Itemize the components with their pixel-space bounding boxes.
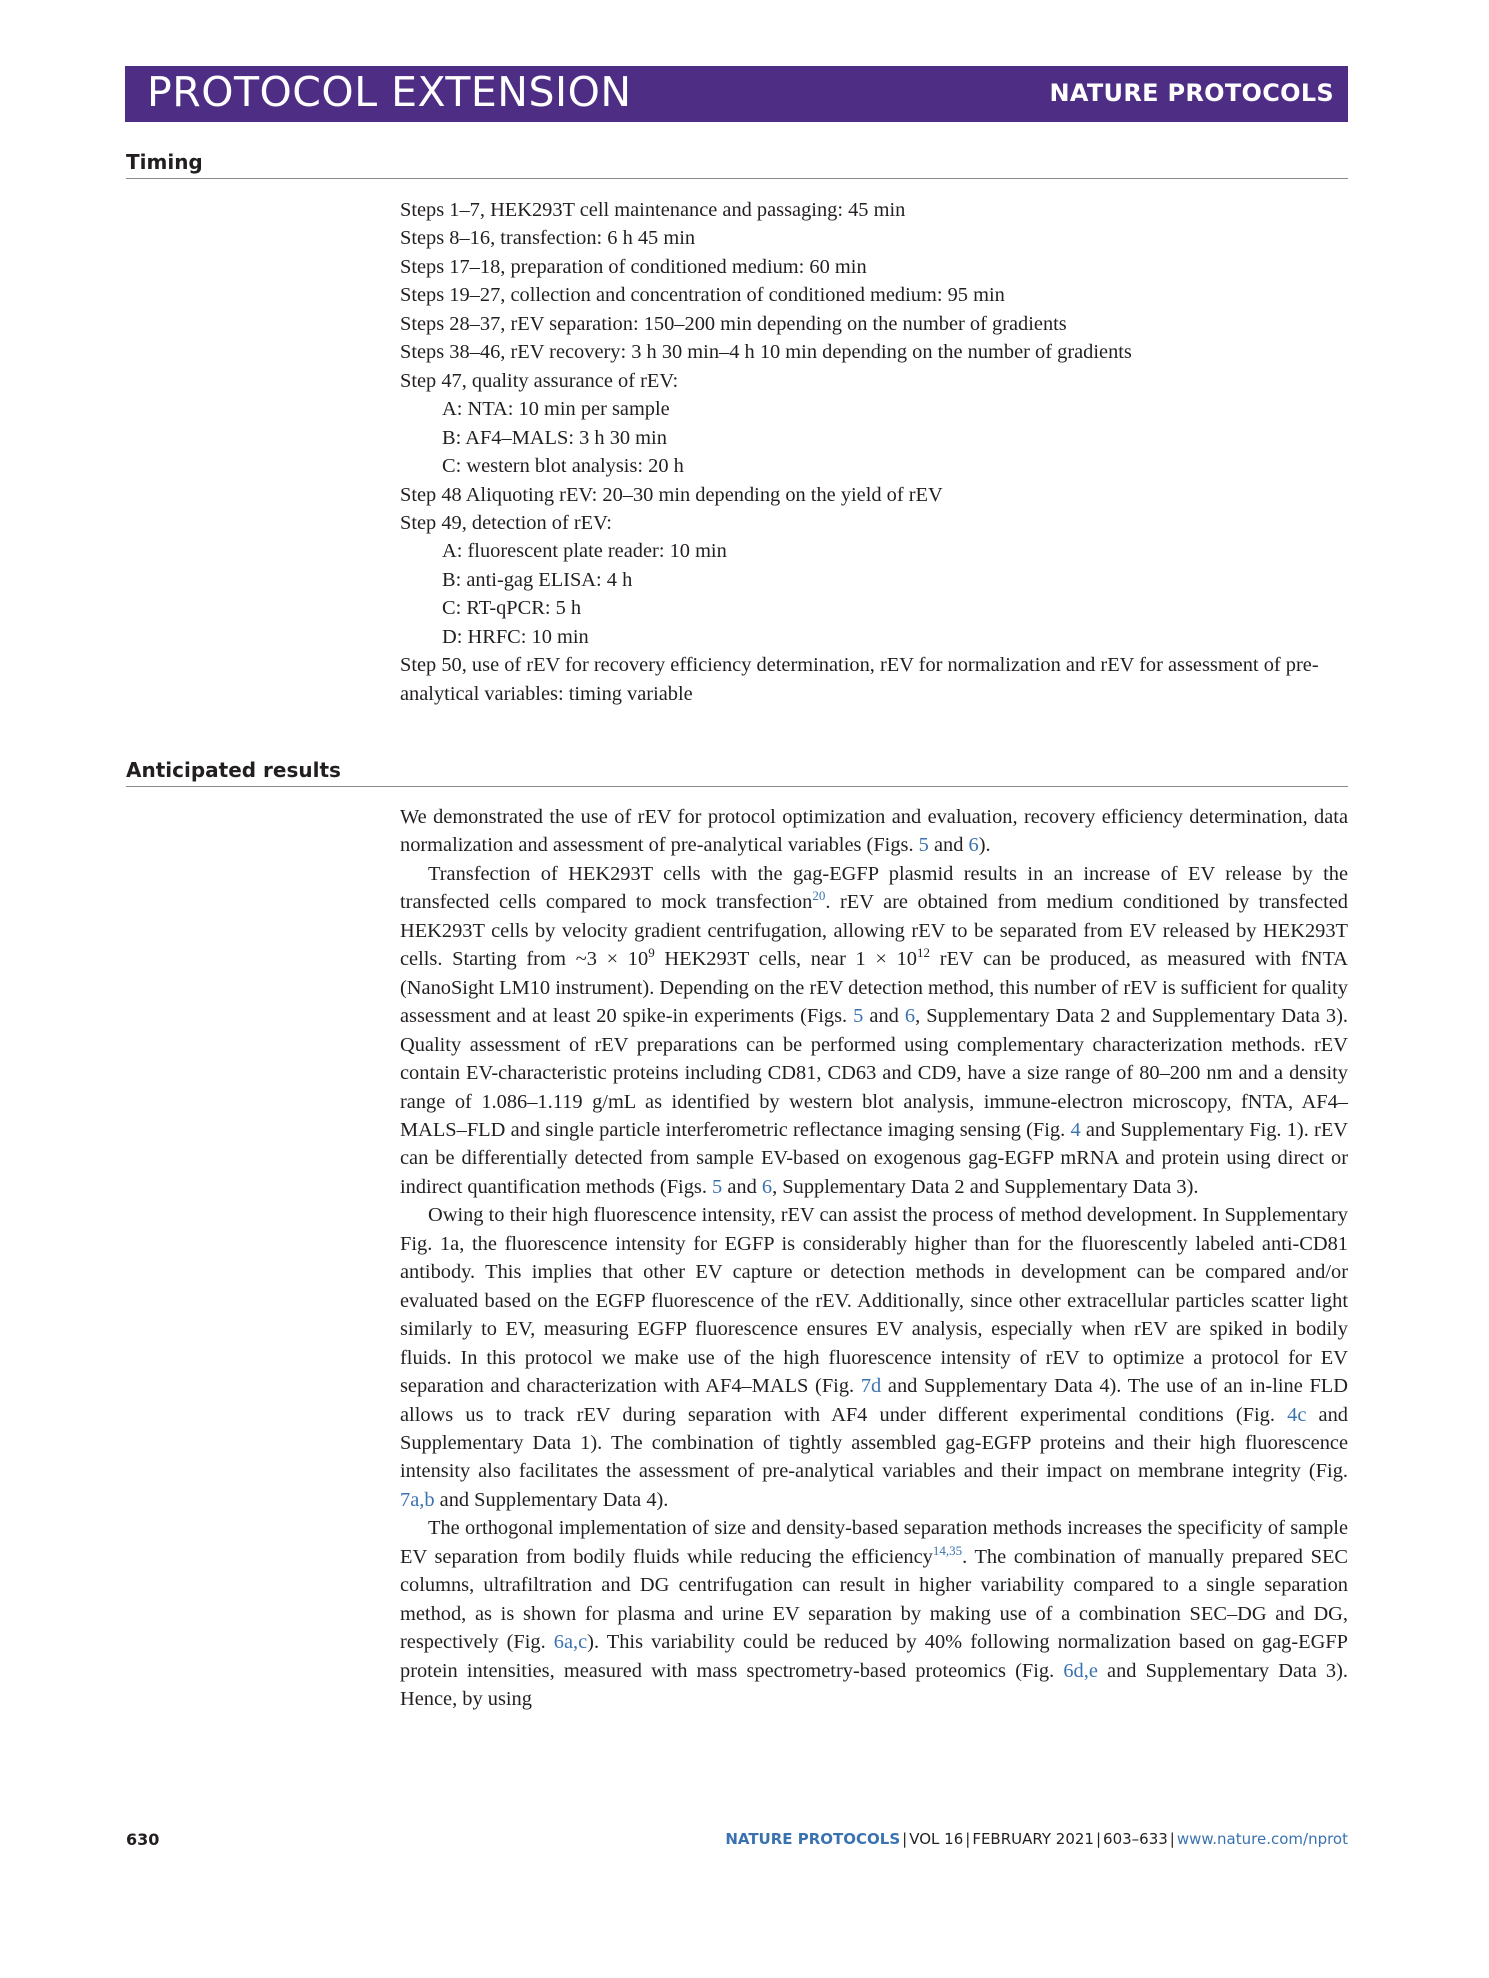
timing-list <box>400 196 1348 708</box>
figure-link[interactable]: 7d <box>860 1375 882 1398</box>
header-banner <box>125 66 1348 122</box>
timing-subline: C: western blot analysis: 20 h <box>442 455 684 478</box>
figure-link[interactable]: 6 <box>968 834 979 857</box>
journal-name: NATURE PROTOCOLS <box>1049 79 1334 107</box>
paragraph: The orthogonal implementation of size and density-based separation methods increases the specificity of sample EV separation from bodily fluids while reducing the efficiency$^{14,35}$. The combination of manually prepared SEC columns, ultrafiltration and DG centrifugation can result in higher variability compared to a single separation method, as is shown for plasma and urine EV separation by making use of a combination SEC–DG and DG, respectively (Fig. 6a,c). This variability could be reduced by 40% following normalization based on gag-EGFP protein intensities, measured with mass spectrometry-based proteomics (Fig. 6d,e and Supplementary Data 3). Hence, by using <box>400 1517 1348 1711</box>
timing-subline: B: AF4–MALS: 3 h 30 min <box>442 426 667 449</box>
figure-link[interactable]: 5 <box>853 1005 864 1028</box>
page-number: 630 <box>126 1830 160 1849</box>
timing-subline: D: HRFC: 10 min <box>442 625 589 648</box>
superscript: 9 <box>648 945 655 961</box>
figure-link[interactable]: 4 <box>1070 1118 1081 1141</box>
paragraph: Transfection of HEK293T cells with the gag-EGFP plasmid results in an increase of EV release by the transfected cells compared to mock transfection$^{20}$. rEV are obtained from medium conditioned by transfected HEK293T cells by velocity gradient centrifugation, allowing rEV to be separated from EV released by HEK293T cells. Starting from ~3 × $10^9$ HEK293T cells, near $1 \times 10^{12}$ rEV can be produced, as measured with fNTA (NanoSight LM10 instrument). Depending on the rEV detection method, this number of rEV is sufficient for quality assessment and at least 20 spike-in experiments (Figs. 5 and 6, Supplementary Data 2 and Supplementary Data 3). Quality assessment of rEV preparations can be performed using complementary characterization methods. rEV contain EV-characteristic proteins including CD81, CD63 and CD9, have a size range of 80–200 nm and a density range of 1.086–1.119 g/mL as identified by western blot analysis, immune-electron microscopy, fNTA, AF4–MALS–FLD and single particle interferometric reflectance imaging sensing (Fig. 4 and Supplementary Fig. 1). rEV can be differentially detected from sample EV-based on exogenous gag-EGFP mRNA and protein using direct or indirect quantification methods (Figs. 5 and 6, Supplementary Data 2 and Supplementary Data 3). <box>400 862 1349 1198</box>
timing-subline: A: NTA: 10 min per sample <box>442 398 670 421</box>
timing-line: Step 48 Aliquoting rEV: 20–30 min depending on the yield of rEV <box>400 483 943 506</box>
results-body <box>400 803 1348 1714</box>
timing-line: Steps 17–18, preparation of conditioned medium: 60 min <box>400 255 867 278</box>
figure-link[interactable]: 6d,e <box>1063 1659 1098 1682</box>
footer-pages: 603–633 <box>1103 1830 1168 1848</box>
timing-line: Steps 38–46, rEV recovery: 3 h 30 min–4 h 10 min depending on the number of gradients <box>400 341 1132 364</box>
paragraph: Owing to their high fluorescence intensity, rEV can assist the process of method development. In Supplementary Fig. 1a, the fluorescence intensity for EGFP is considerably higher than for the fluorescently labeled anti-CD81 antibody. This implies that other EV capture or detection methods in development can be compared and/or evaluated based on the EGFP fluorescence of the rEV. Additionally, since other extracellular particles scatter light similarly to EV, measuring EGFP fluorescence ensures EV analysis, especially when rEV are spiked in bodily fluids. In this protocol we make use of the high fluorescence intensity of rEV to optimize a protocol for EV separation and characterization with AF4–MALS (Fig. 7d and Supplementary Data 4). The use of an in-line FLD allows us to track rEV during separation with AF4 under different experimental conditions (Fig. 4c and Supplementary Data 1). The combination of tightly assembled gag-EGFP proteins and their high fluorescence intensity also facilitates the assessment of pre-analytical variables and their impact on membrane integrity (Fig. 7a,b and Supplementary Data 4). <box>400 1204 1348 1511</box>
timing-line: Step 49, detection of rEV: <box>400 511 612 534</box>
section-heading-anticipated-results: Anticipated results <box>126 758 1348 787</box>
figure-link[interactable]: 6a,c <box>553 1631 588 1654</box>
footer-url-link[interactable]: www.nature.com/nprot <box>1176 1830 1348 1848</box>
timing-subline: C: RT-qPCR: 5 h <box>442 597 582 620</box>
figure-link[interactable]: 5 <box>918 834 929 857</box>
timing-line: Step 47, quality assurance of rEV: <box>400 369 679 392</box>
footer-journal: NATURE PROTOCOLS <box>725 1830 901 1848</box>
timing-line: Steps 8–16, transfection: 6 h 45 min <box>400 227 696 250</box>
figure-link[interactable]: 5 <box>712 1175 723 1198</box>
timing-line: Step 50, use of rEV for recovery efficiency determination, rEV for normalization and rEV for assessment of pre-analytical variables: timing variable <box>400 654 1319 705</box>
footer-volume: VOL 16 <box>909 1830 964 1848</box>
figure-link[interactable]: 6 <box>904 1005 916 1028</box>
footer-date: FEBRUARY 2021 <box>972 1830 1094 1848</box>
figure-link[interactable]: 4c <box>1287 1403 1307 1426</box>
figure-link[interactable]: 6 <box>761 1175 773 1198</box>
section-heading-timing: Timing <box>126 150 1348 179</box>
footer-citation: NATURE PROTOCOLS | VOL 16 | FEBRUARY 2021 | 603–633 | www.nature.com/nprot <box>725 1830 1348 1848</box>
timing-line: Steps 28–37, rEV separation: 150–200 min depending on the number of gradients <box>400 312 1067 335</box>
timing-subline: A: fluorescent plate reader: 10 min <box>442 540 727 563</box>
superscript: 12 <box>917 945 931 961</box>
timing-line: Steps 1–7, HEK293T cell maintenance and passaging: 45 min <box>400 199 906 221</box>
figure-link[interactable]: 7a,b <box>400 1488 435 1511</box>
citation-link[interactable]: 14,35 <box>932 1542 963 1558</box>
timing-line: Steps 19–27, collection and concentration of conditioned medium: 95 min <box>400 284 1005 307</box>
citation-link[interactable]: 20 <box>812 888 826 904</box>
paragraph: We demonstrated the use of rEV for protocol optimization and evaluation, recovery efficiency determination, data normalization and assessment of pre-analytical variables (Figs. 5 and 6). <box>400 806 1348 857</box>
timing-subline: B: anti-gag ELISA: 4 h <box>442 568 633 591</box>
article-type-label: PROTOCOL EXTENSION <box>147 68 632 116</box>
